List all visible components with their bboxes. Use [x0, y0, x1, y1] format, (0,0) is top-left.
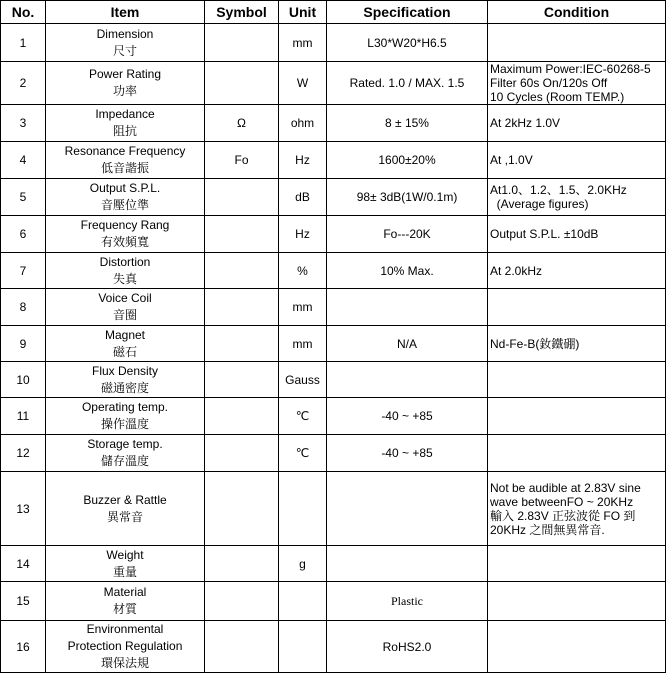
unit-cell: ohm	[279, 105, 327, 142]
condition-cell	[488, 582, 666, 621]
specification-cell: 8 ± 15%	[327, 105, 488, 142]
row-number: 15	[1, 582, 46, 621]
unit-cell: mm	[279, 326, 327, 362]
header-specification: Specification	[327, 1, 488, 24]
table-row	[1, 621, 666, 673]
symbol-cell	[205, 216, 279, 253]
item-name-en: Buzzer & Rattle	[83, 492, 167, 507]
condition-line: 輸入 2.83V 正弦波從 FO 到	[490, 508, 636, 523]
condition-line: Nd-Fe-B(釹鐵硼)	[490, 336, 580, 351]
table-row	[1, 582, 666, 621]
unit-cell: ℃	[279, 398, 327, 435]
item-cell	[46, 621, 205, 673]
item-name-zh: 低音諧振	[100, 161, 149, 175]
symbol-cell	[205, 398, 279, 435]
item-name-zh: 儲存溫度	[100, 454, 149, 468]
symbol-cell	[205, 621, 279, 673]
specification-cell: L30*W20*H6.5	[327, 24, 488, 62]
symbol-cell	[205, 546, 279, 582]
symbol-cell	[205, 435, 279, 472]
table-row	[1, 472, 666, 546]
item-cell	[46, 289, 205, 326]
symbol-cell	[205, 253, 279, 289]
header-symbol: Symbol	[205, 1, 279, 24]
row-number: 9	[1, 326, 46, 362]
condition-line: 20KHz 之間無異常音.	[490, 522, 605, 537]
item-name-en: Voice Coil	[98, 291, 152, 305]
condition-cell	[488, 621, 666, 673]
item-name-en: Dimension	[96, 26, 154, 41]
row-number: 4	[1, 142, 46, 179]
symbol-cell: Ω	[205, 105, 279, 142]
item-cell	[46, 435, 205, 472]
row-number: 2	[1, 62, 46, 105]
row-number: 1	[1, 24, 46, 62]
condition-line: Not be audible at 2.83V sine	[490, 480, 641, 495]
item-cell	[46, 142, 205, 179]
item-cell	[46, 179, 205, 216]
unit-cell: g	[279, 546, 327, 582]
condition-line: At 2kHz 1.0V	[490, 116, 561, 130]
table-row	[1, 435, 666, 472]
specification-cell	[327, 546, 488, 582]
header-row	[1, 1, 666, 24]
item-name-zh: 功率	[112, 84, 137, 98]
row-number: 16	[1, 621, 46, 673]
row-number: 3	[1, 105, 46, 142]
unit-cell: W	[279, 62, 327, 105]
condition-cell	[488, 62, 666, 105]
condition-cell	[488, 179, 666, 216]
specification-cell	[327, 362, 488, 398]
unit-cell: mm	[279, 289, 327, 326]
symbol-cell	[205, 24, 279, 62]
condition-line: At ,1.0V	[490, 153, 533, 167]
specification-cell: N/A	[327, 326, 488, 362]
condition-cell	[488, 105, 666, 142]
item-name-zh: 音壓位準	[100, 198, 149, 212]
specification-cell: 1600±20%	[327, 142, 488, 179]
item-cell	[46, 62, 205, 105]
specification-cell: -40 ~ +85	[327, 398, 488, 435]
row-number: 8	[1, 289, 46, 326]
item-name-en: Magnet	[104, 327, 146, 342]
item-name-en: Flux Density	[91, 363, 159, 378]
unit-cell	[279, 582, 327, 621]
item-name-zh: 操作溫度	[100, 417, 149, 431]
item-cell	[46, 582, 205, 621]
condition-cell	[488, 398, 666, 435]
header-condition: Condition	[488, 1, 666, 24]
symbol-cell	[205, 289, 279, 326]
table-row	[1, 546, 666, 582]
item-name-en: Distortion	[99, 254, 151, 269]
item-name-en: Protection Regulation	[67, 639, 183, 653]
item-cell	[46, 326, 205, 362]
item-name-zh: 重量	[112, 564, 137, 579]
specification-cell: Rated. 1.0 / MAX. 1.5	[327, 62, 488, 105]
item-cell	[46, 105, 205, 142]
condition-cell	[488, 326, 666, 362]
condition-cell	[488, 435, 666, 472]
table-row	[1, 24, 666, 62]
symbol-cell	[205, 62, 279, 105]
header-item: Item	[46, 1, 205, 24]
condition-cell	[488, 253, 666, 289]
condition-cell	[488, 362, 666, 398]
condition-cell	[488, 216, 666, 253]
table-row	[1, 362, 666, 398]
unit-cell: Gauss	[279, 362, 327, 398]
row-number: 14	[1, 546, 46, 582]
item-name-zh: 阻抗	[112, 124, 137, 138]
specification-cell	[327, 289, 488, 326]
header-unit: Unit	[279, 1, 327, 24]
table-body	[1, 24, 666, 673]
table-row	[1, 179, 666, 216]
item-cell	[46, 253, 205, 289]
item-cell	[46, 24, 205, 62]
unit-cell: %	[279, 253, 327, 289]
specification-cell	[327, 472, 488, 546]
header-no: No.	[1, 1, 46, 24]
condition-line: At1.0、1.2、1.5、2.0KHz	[490, 183, 627, 197]
condition-line: (Average figures)	[490, 197, 589, 211]
unit-cell: ℃	[279, 435, 327, 472]
table-row	[1, 105, 666, 142]
row-number: 12	[1, 435, 46, 472]
condition-cell	[488, 142, 666, 179]
condition-cell	[488, 24, 666, 62]
condition-line: 10 Cycles (Room TEMP.)	[490, 90, 625, 104]
condition-cell	[488, 289, 666, 326]
table-row	[1, 289, 666, 326]
item-name-zh: 失真	[112, 271, 137, 286]
item-name-zh: 尺寸	[112, 43, 137, 58]
symbol-cell	[205, 326, 279, 362]
specification-cell: 98± 3dB(1W/0.1m)	[327, 179, 488, 216]
item-name-en: Storage temp.	[87, 437, 163, 451]
item-name-zh: 磁石	[112, 344, 137, 359]
symbol-cell	[205, 362, 279, 398]
condition-line: At 2.0kHz	[490, 263, 543, 278]
condition-line: Maximum Power:IEC-60268-5	[490, 62, 651, 76]
item-name-en: Frequency Rang	[80, 218, 170, 232]
row-number: 7	[1, 253, 46, 289]
unit-cell: mm	[279, 24, 327, 62]
condition-line: Filter 60s On/120s Off	[490, 76, 608, 90]
item-name-zh: 異常音	[106, 509, 143, 524]
item-cell	[46, 398, 205, 435]
item-name-en: Operating temp.	[81, 400, 169, 414]
row-number: 10	[1, 362, 46, 398]
unit-cell: Hz	[279, 142, 327, 179]
item-cell	[46, 216, 205, 253]
item-cell	[46, 472, 205, 546]
specification-cell: 10% Max.	[327, 253, 488, 289]
row-number: 5	[1, 179, 46, 216]
symbol-cell	[205, 582, 279, 621]
unit-cell: Hz	[279, 216, 327, 253]
table-row	[1, 142, 666, 179]
item-cell	[46, 546, 205, 582]
unit-cell	[279, 472, 327, 546]
specification-cell: Fo---20K	[327, 216, 488, 253]
item-name-en: Material	[103, 585, 147, 599]
item-cell	[46, 362, 205, 398]
item-name-zh: 磁通密度	[100, 380, 149, 395]
symbol-cell	[205, 179, 279, 216]
row-number: 13	[1, 472, 46, 546]
item-name-en: Weight	[106, 547, 144, 562]
item-name-en: Impedance	[95, 107, 155, 121]
unit-cell: dB	[279, 179, 327, 216]
item-name-zh: 有效頻寬	[100, 235, 149, 249]
table-row	[1, 216, 666, 253]
item-name-en: Power Rating	[88, 67, 162, 81]
specification-cell: RoHS2.0	[327, 621, 488, 673]
row-number: 6	[1, 216, 46, 253]
item-name-zh: 環保法規	[100, 656, 149, 670]
symbol-cell	[205, 472, 279, 546]
item-name-en: Environmental	[86, 622, 164, 636]
condition-cell	[488, 546, 666, 582]
table-row	[1, 62, 666, 105]
table-row	[1, 326, 666, 362]
condition-cell	[488, 472, 666, 546]
unit-cell	[279, 621, 327, 673]
row-number: 11	[1, 398, 46, 435]
condition-line: wave betweenFO ~ 20KHz	[490, 494, 634, 509]
table-row	[1, 398, 666, 435]
item-name-en: Resonance Frequency	[64, 144, 186, 158]
item-name-en: Output S.P.L.	[89, 181, 161, 195]
condition-line: Output S.P.L. ±10dB	[490, 227, 599, 241]
table-row	[1, 253, 666, 289]
item-name-zh: 材質	[112, 602, 137, 616]
specification-cell: -40 ~ +85	[327, 435, 488, 472]
specification-cell: Plastic	[327, 582, 488, 621]
item-name-zh: 音圈	[112, 308, 137, 322]
symbol-cell: Fo	[205, 142, 279, 179]
